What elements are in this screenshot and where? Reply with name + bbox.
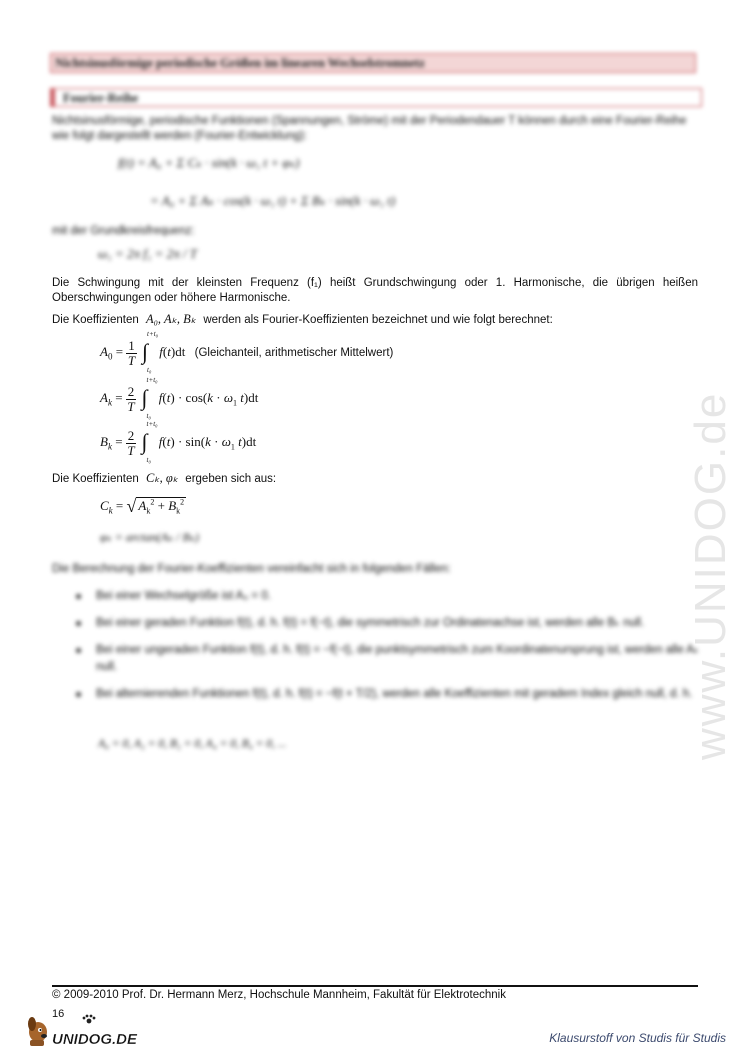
dog-icon (28, 1017, 47, 1046)
logo-text: UNIDOG.DE (52, 1031, 138, 1048)
slogan: Klausurstoff von Studis für Studis (549, 1031, 726, 1045)
watermark (685, 260, 745, 780)
coeff-vars: A₀, Aₖ, Bₖ (145, 312, 197, 326)
ck-post: ergeben sich aus: (185, 473, 277, 485)
ck-vars: Cₖ, φₖ (145, 471, 179, 485)
paragraph-grundschwingung: Die Schwingung mit der kleinsten Frequenz (f₁) heißt Grundschwingung oder 1. Harmonische, die übrigen heißen Oberschwingungen oder höhere Harmonische. (52, 277, 698, 304)
footer-copyright: © 2009-2010 Prof. Dr. Hermann Merz, Hochschule Mannheim, Fakultät für Elektrotechnik (52, 989, 506, 1001)
formula-a0: $A_0$ = $\frac{1}{T}$ t+t₀ ∫ t₀ f(t)dt (Gleichanteil, arithmetischer Mittelwert) (100, 330, 394, 374)
section-title: Nichtsinusförmige periodische Größen im linearen Wechselstromnetz (55, 56, 425, 70)
formula-bk: $B_k$ = $\frac{2}{T}$ t+t₀ ∫ t₀ $f(t) \cdot \sin(k \cdot \omega_1$ t)dt (100, 420, 257, 464)
formula-ck: $C_k$ = √ $A_k^2 + B_k^2$ (100, 496, 185, 516)
fourier-series-line2: = A₀ + Σ Aₖ · cos(k · ω₁ t) + Σ Bₖ · sin(k · ω₁ t) (150, 193, 396, 208)
paragraph-coefficients (52, 312, 553, 328)
subsection-title: Fourier-Reihe (63, 91, 139, 105)
grundkreis-label: mit der Grundkreisfrequenz: (52, 225, 195, 237)
coeff-post: werden als Fourier-Koeffizienten bezeichnet und wie folgt berechnet: (203, 314, 553, 326)
section-title-box (50, 53, 696, 73)
simplification-list (56, 588, 702, 713)
paw-icon (83, 1015, 96, 1024)
list-item: Bei alternierenden Funktionen f(t), d. h. f(t) = −f(t + T/2), werden alle Koeffizienten mit geradem Index gleich null, d. h. (56, 686, 702, 703)
paragraph-ck (52, 471, 276, 487)
subsection-title-box (50, 88, 702, 107)
fourier-series-line1: f(t) = A₀ + Σ Cₖ · sin(k · ω₁ t + φₖ) (118, 155, 300, 170)
coeff-pre: Die Koeffizienten (52, 314, 139, 326)
bullet4-formula: A₀ = 0, A₂ = 0, B₂ = 0, A₄ = 0, B₄ = 0, ... (98, 738, 287, 750)
list-item: Bei einer ungeraden Funktion f(t), d. h. f(t) = −f(−t), die punktsymmetrisch zum Koordinatenursprung ist, werden alle Aₖ null. (56, 642, 702, 676)
simplify-intro: Die Berechnung der Fourier-Koeffizienten vereinfacht sich in folgenden Fällen: (52, 563, 451, 575)
grundkreis-formula: ω₁ = 2π f₁ = 2π / T (98, 246, 197, 261)
unidog-logo (24, 1014, 174, 1050)
page-number: 16 (52, 1008, 65, 1020)
intro-paragraph: Nichtsinusförmige, periodische Funktionen (Spannungen, Ströme) mit der Periodendauer T können durch eine Fourier-Reihe wie folgt dargestellt werden (Fourier-Entwicklung): (52, 115, 687, 142)
watermark-text: www.UNIDOG.de (686, 391, 735, 760)
formula-ak: $A_k$ = $\frac{2}{T}$ t+t₀ ∫ t₀ $f(t) \cdot \cos(k \cdot \omega_1$ t)dt (100, 376, 259, 420)
footer-divider (52, 985, 698, 987)
list-item: Bei einer Wechselgröße ist A₀ = 0. (56, 588, 702, 605)
formula-phi: φₖ = arctan(Aₖ / Bₖ) (100, 530, 199, 544)
a0-note: (Gleichanteil, arithmetischer Mittelwert) (194, 346, 394, 359)
ck-pre: Die Koeffizienten (52, 473, 139, 485)
list-item: Bei einer geraden Funktion f(t), d. h. f(t) = f(−t), die symmetrisch zur Ordinatenachse ist, werden alle Bₖ null. (56, 615, 702, 632)
